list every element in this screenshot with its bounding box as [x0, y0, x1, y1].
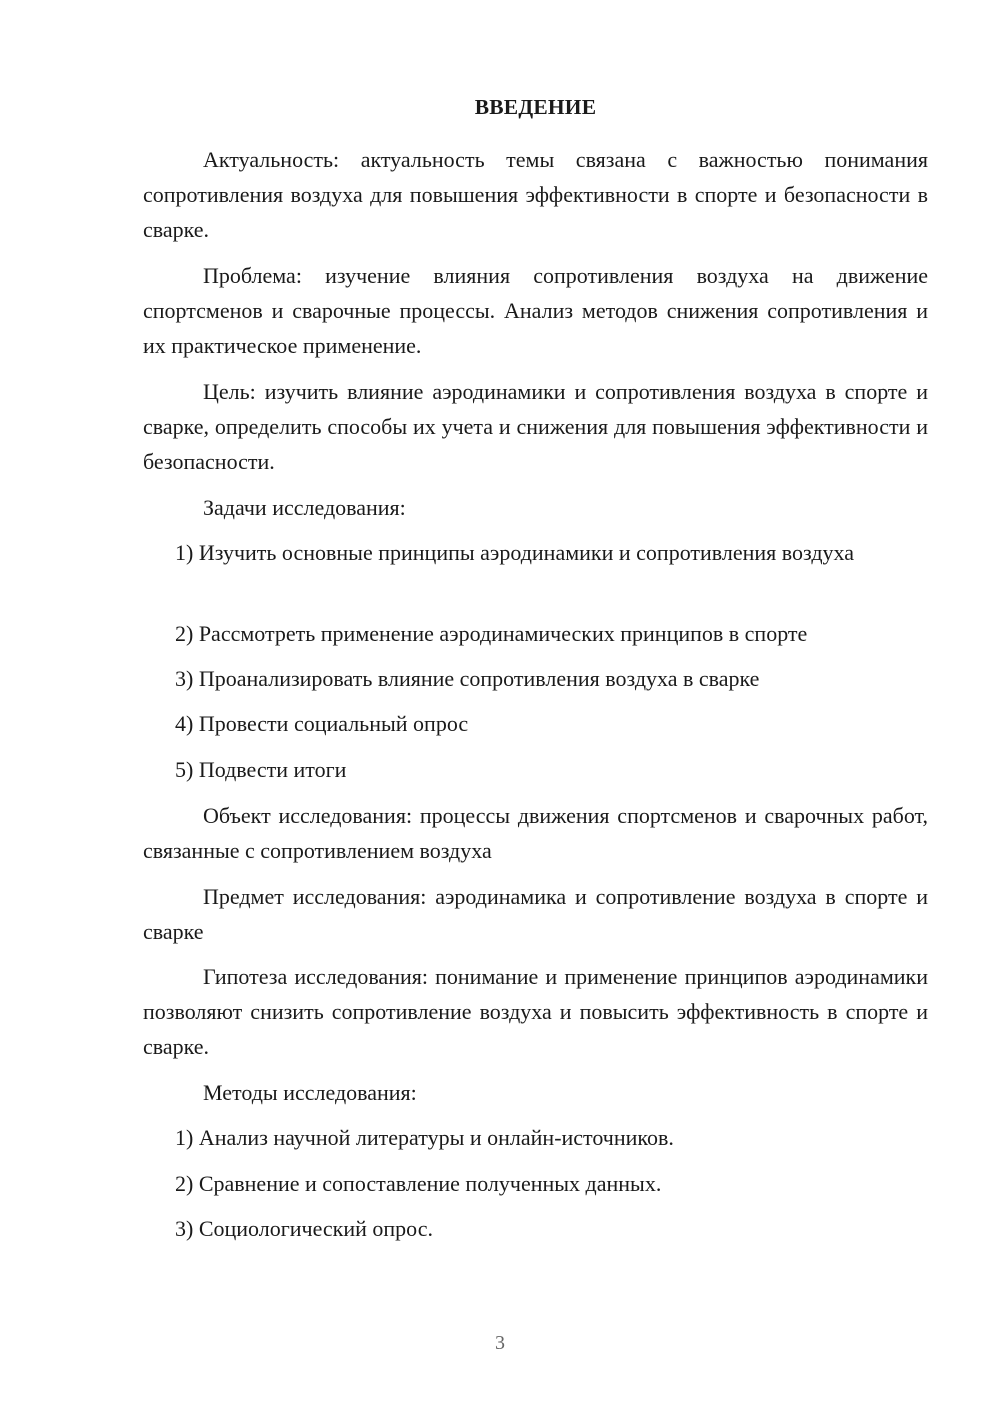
tasks-heading: Задачи исследования: [203, 495, 406, 520]
method-item: 3) Социологический опрос. [175, 1216, 433, 1241]
task-item: 2) Рассмотреть применение аэродинамических принципов в спорте [175, 621, 808, 646]
task-item: 3) Проанализировать влияние сопротивления воздуха в сварке [175, 666, 760, 691]
task-item: 5) Подвести итоги [175, 757, 347, 782]
task-item: 1) Изучить основные принципы аэродинамики и сопротивления воздуха [175, 540, 854, 565]
method-item: 1) Анализ научной литературы и онлайн-источников. [175, 1125, 674, 1150]
problem-paragraph: Проблема: изучение влияния сопротивления воздуха на движение спортсменов и сварочные процессы. Анализ методов снижения сопротивления и их практическое применение. [143, 263, 928, 358]
subject-paragraph: Предмет исследования: аэродинамика и сопротивление воздуха в спорте и сварке [143, 884, 928, 944]
object-paragraph: Объект исследования: процессы движения спортсменов и сварочных работ, связанные с сопротивлением воздуха [143, 803, 928, 863]
task-item: 4) Провести социальный опрос [175, 711, 469, 736]
method-item: 2) Сравнение и сопоставление полученных данных. [175, 1171, 662, 1196]
page-number: 3 [495, 1332, 505, 1354]
hypothesis-paragraph: Гипотеза исследования: понимание и применение принципов аэродинамики позволяют снизить сопротивление воздуха и повысить эффективность в спорте и сварке. [143, 964, 928, 1059]
goal-paragraph: Цель: изучить влияние аэродинамики и сопротивления воздуха в спорте и сварке, определить способы их учета и снижения для повышения эффективности и безопасности. [143, 379, 928, 474]
page-title: ВВЕДЕНИЕ [474, 95, 597, 119]
relevance-paragraph: Актуальность: актуальность темы связана с важностью понимания сопротивления воздуха для повышения эффективности в спорте и безопасности в сварке. [143, 147, 928, 242]
methods-heading: Методы исследования: [203, 1080, 417, 1105]
